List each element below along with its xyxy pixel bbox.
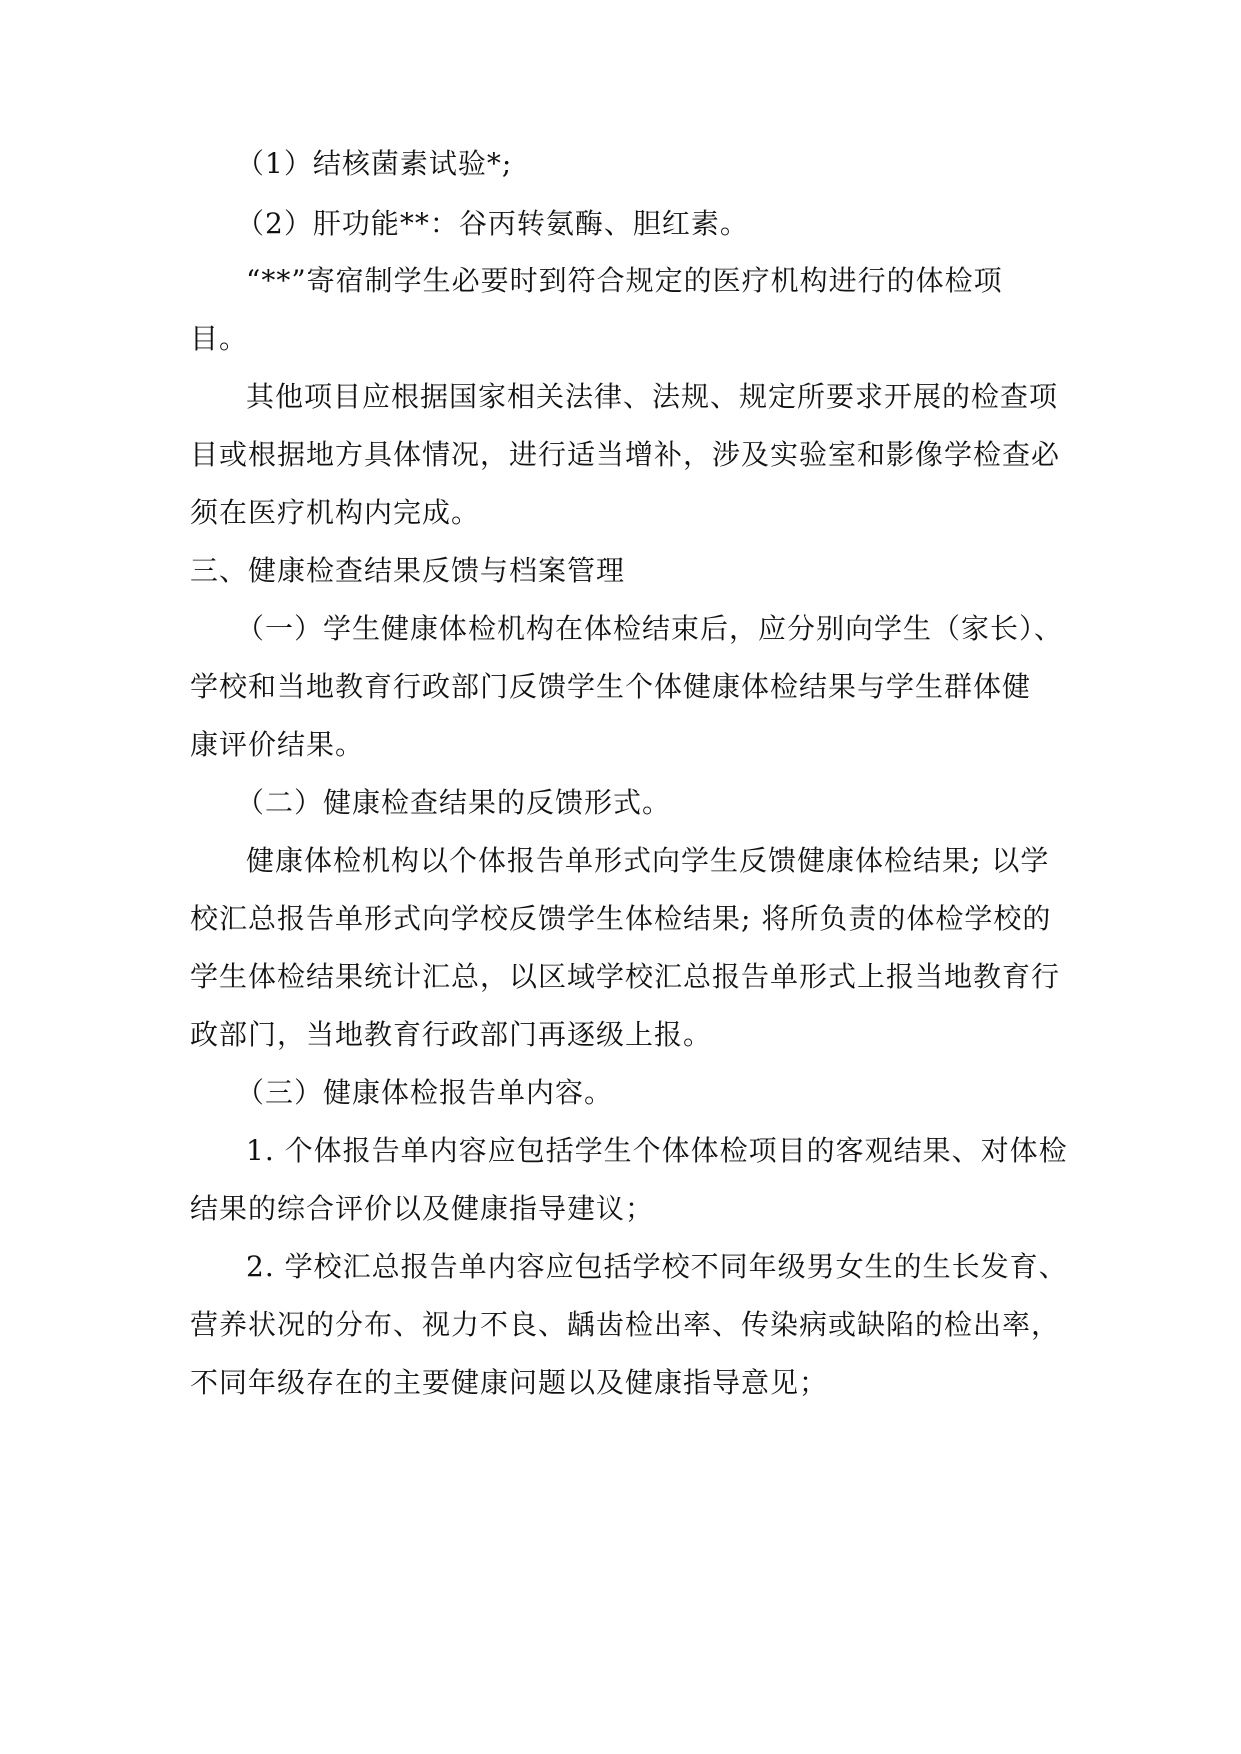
text-line-other-items-cont1: 目或根据地方具体情况，进行适当增补，涉及实验室和影像学检查必 [190,438,1061,471]
text-line-footnote: “**”寄宿制学生必要时到符合规定的医疗机构进行的体检项 [246,264,1003,297]
text-line-feedback-cont3: 政部门，当地教育行政部门再逐级上报。 [190,1018,713,1051]
text-line-footnote-cont: 目。 [190,322,249,355]
text-line-item-2: （2）肝功能**：谷丙转氨酶、胆红素。 [236,207,749,240]
text-line-sub1: （一）学生健康体检机构在体检结束后，应分别向学生（家长）、 [236,612,1064,645]
text-line-report-2: 2. 学校汇总报告单内容应包括学校不同年级男女生的生长发育、 [246,1250,1068,1283]
text-line-sub1-cont1: 学校和当地教育行政部门反馈学生个体健康体检结果与学生群体健 [190,670,1032,703]
text-line-item-1: （1）结核菌素试验*; [236,147,513,180]
text-line-sub2: （二）健康检查结果的反馈形式。 [236,786,672,819]
text-line-report-2-cont2: 不同年级存在的主要健康问题以及健康指导意见； [190,1366,829,1399]
text-line-sub3: （三）健康体检报告单内容。 [236,1076,614,1109]
text-line-report-2-cont1: 营养状况的分布、视力不良、龋齿检出率、传染病或缺陷的检出率， [190,1308,1061,1341]
text-line-other-items-cont2: 须在医疗机构内完成。 [190,496,481,529]
text-line-feedback-cont2: 学生体检结果统计汇总，以区域学校汇总报告单形式上报当地教育行 [190,960,1061,993]
text-line-other-items: 其他项目应根据国家相关法律、法规、规定所要求开展的检查项 [246,380,1059,413]
text-line-feedback-cont1: 校汇总报告单形式向学校反馈学生体检结果; 将所负责的体检学校的 [190,902,1052,935]
text-line-feedback: 健康体检机构以个体报告单形式向学生反馈健康体检结果; 以学 [246,844,1050,877]
text-line-report-1: 1. 个体报告单内容应包括学生个体体检项目的客观结果、对体检 [246,1134,1068,1167]
text-line-sub1-cont2: 康评价结果。 [190,728,365,761]
section-heading: 三、健康检查结果反馈与档案管理 [190,554,626,587]
text-line-report-1-cont: 结果的综合评价以及健康指导建议； [190,1192,655,1225]
